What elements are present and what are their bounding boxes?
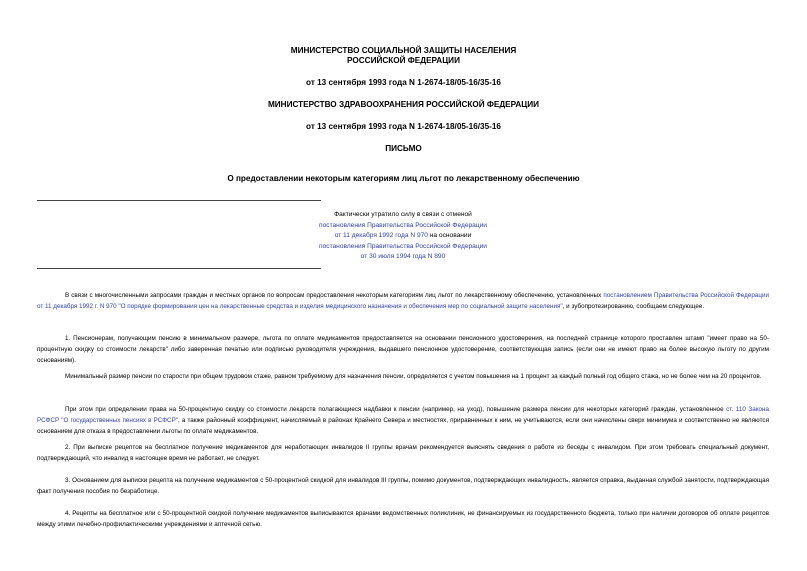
status-line-1: Фактически утратило силу в связи с отменой bbox=[334, 211, 472, 218]
divider-bottom bbox=[37, 268, 321, 269]
link-resolution-970[interactable]: постановлением Правительства Российской Федерации от 11 декабря 1992 г. N 970 "О порядке формирования цен на лекарственные средства и изделия медицинского назначения и обеспечения мер по социальной защите населения" bbox=[37, 292, 769, 310]
paragraph-intro-text: В связи с многочисленными запросами граждан и местных органов по вопросам предоставления некоторым категориям лиц льгот по лекарственному обеспечению, установленных bbox=[65, 292, 604, 299]
ministry-1-line-1: МИНИСТЕРСТВО СОЦИАЛЬНОЙ ЗАЩИТЫ НАСЕЛЕНИЯ bbox=[290, 46, 517, 55]
ministry-2: МИНИСТЕРСТВО ЗДРАВООХРАНЕНИЯ РОССИЙСКОЙ ФЕДЕРАЦИИ bbox=[267, 100, 540, 109]
status-link-890-date[interactable]: от 30 июля 1994 года N 890 bbox=[360, 253, 446, 260]
paragraph-intro-tail: , и зубопротезированию, сообщаем следующее. bbox=[562, 303, 705, 310]
paragraph-2: Минимальный размер пенсии по старости при общем трудовом стаже, равном требуемому для назначения пенсии, определяется с учетом повышения на 1 процент за каждый полный год общего стажа, но не более чем на 20 процентов. bbox=[65, 373, 762, 380]
status-note bbox=[210, 210, 596, 263]
date-number-2: от 13 сентября 1993 года N 1-2674-18/05-16/35-16 bbox=[306, 122, 501, 131]
document-type: ПИСЬМО bbox=[385, 144, 422, 153]
paragraph-intro bbox=[37, 290, 769, 312]
status-line-3-tail: на основании bbox=[427, 232, 472, 239]
paragraph-6: 4. Рецепты на бесплатное или с 50-процентной скидкой получение медикаментов выписываются врачами ведомственных поликлиник, не финансируемых из государственного бюджета, только при наличии договоров об оплате рецептов между этими лечебно-профилактическими учреждениями и аптечной сетью. bbox=[37, 510, 769, 528]
paragraph-5: 3. Основанием для выписки рецепта на получение медикаментов с 50-процентной скидкой для инвалидов III группы, помимо документов, подтверждающих инвалидность, является справка, выданная службой занятости, подтверждающая факт получения пособия по безработице. bbox=[37, 477, 769, 495]
paragraph-3-text: При этом при определении права на 50-процентную скидку со стоимости лекарств полагающиеся надбавки к пенсии (например, на уход), повышение размера пенсии для некоторых категорий граждан, установленное bbox=[65, 406, 727, 413]
ministry-1-line-2: РОССИЙСКОЙ ФЕДЕРАЦИИ bbox=[347, 56, 460, 65]
paragraph-3 bbox=[37, 404, 769, 437]
paragraph-3-tail: , а также районный коэффициент, начисляемый в районах Крайнего Севера и местностях, приравненных к ним, не учитываются, если они начислены сверх минимума и соответственно не являются основанием для отказа в предоставлении льготы по оплате медикаментов. bbox=[37, 417, 769, 435]
date-number-1: от 13 сентября 1993 года N 1-2674-18/05-16/35-16 bbox=[306, 78, 501, 87]
status-link-970-date[interactable]: от 11 декабря 1992 года N 970 bbox=[334, 232, 428, 239]
link-law-article-110[interactable]: ст. 110 Закона РСФСР "О государственных пенсиях в РСФСР" bbox=[37, 406, 769, 424]
paragraph-1: 1. Пенсионерам, получающим пенсию в минимальном размере, льгота по оплате медикаментов предоставляется на основании пенсионного удостоверения, на последней странице которого проставлен штамп "имеет право на 50-процентную скидку со стоимости лекарств" либо заверенная печатью или подписью руководителя учреждения, выдавшего пенсионное удостоверение, соответствующая запись (если они не имеют право на более высокую льготу по другим основаниям). bbox=[37, 335, 769, 364]
divider-top bbox=[37, 200, 321, 201]
paragraph-4: 2. При выписке рецептов на бесплатное получение медикаментов для неработающих инвалидов II группы врачам рекомендуется выяснять сведения о работе из беседы с инвалидом. При этом требовать специальный документ, подтверждающий, что инвалид в настоящее время не работает, не следует. bbox=[37, 444, 769, 462]
document-title: О предоставлении некоторым категориям лиц льгот по лекарственному обеспечению bbox=[227, 174, 580, 183]
status-link-resolution-970[interactable]: постановления Правительства Российской Федерации bbox=[319, 221, 487, 229]
status-link-resolution-890[interactable]: постановления Правительства Российской Федерации bbox=[319, 242, 487, 250]
